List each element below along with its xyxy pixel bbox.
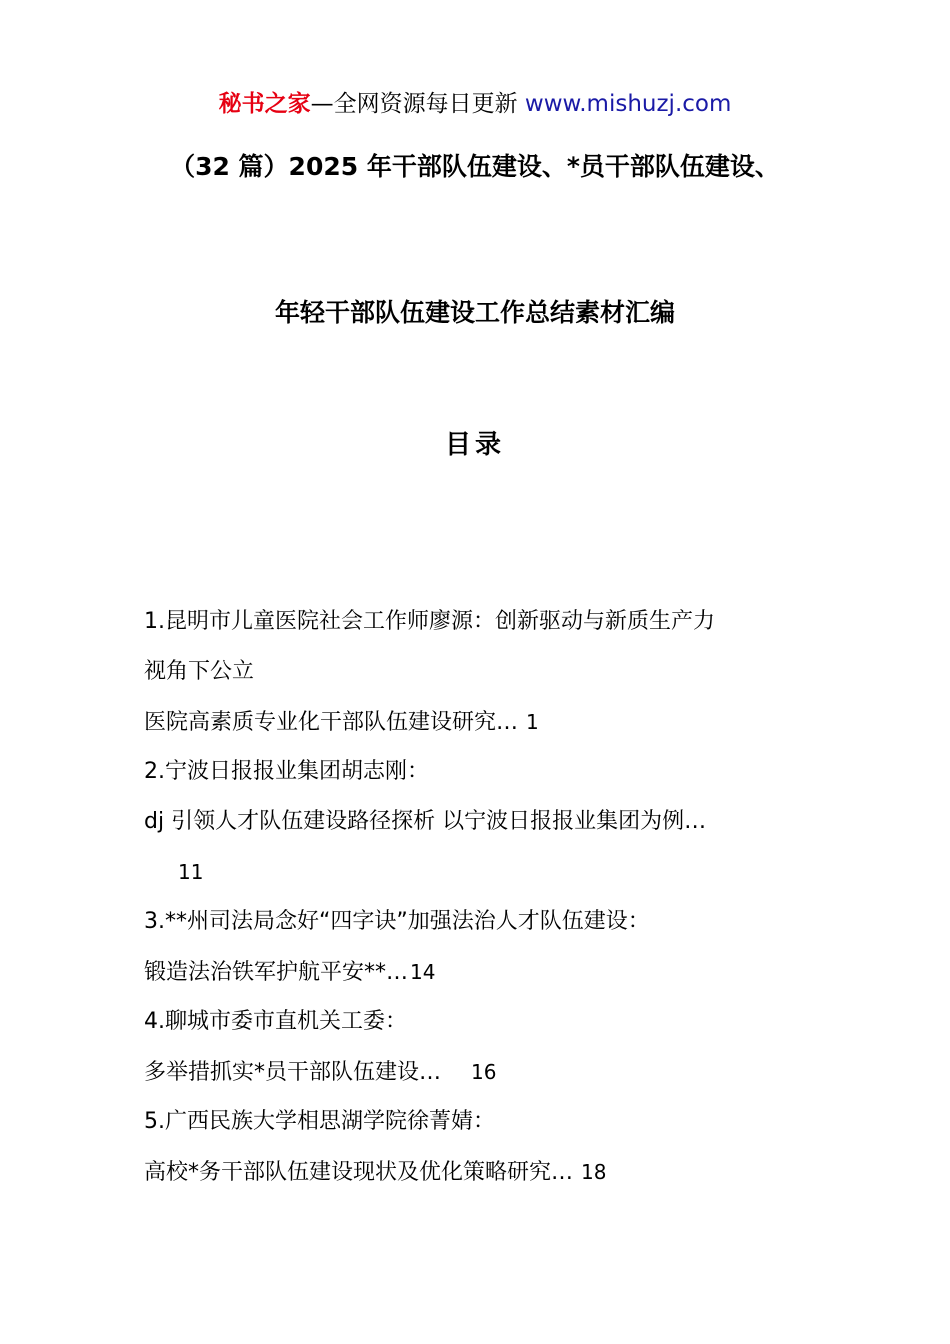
brand-name: 秘书之家 xyxy=(218,91,311,117)
toc-entry-2-line-2[interactable]: dj 引领人才队伍建设路径探析 以宁波日报报业集团为例… xyxy=(144,809,707,834)
header-slogan: —全网资源每日更新 xyxy=(310,91,518,117)
toc-entry-4-line-1[interactable]: 4.聊城市委市直机关工委： xyxy=(144,1009,407,1034)
toc-entry-1-text: 医院高素质专业化干部队伍建设研究… xyxy=(144,710,519,735)
toc-entry-5-text: 高校*务干部队伍建设现状及优化策略研究… xyxy=(144,1160,574,1185)
document-title-line-1: （32 篇）2025 年干部队伍建设、*员干部队伍建设、 xyxy=(170,152,780,181)
document-title-line-2: 年轻干部队伍建设工作总结素材汇编 xyxy=(274,298,675,327)
toc-entry-3-page: 14 xyxy=(410,960,436,984)
toc-entry-1-line-2[interactable]: 视角下公立 xyxy=(144,659,255,684)
toc-entry-2-line-1[interactable]: 2.宁波日报报业集团胡志刚： xyxy=(144,759,429,784)
toc-entry-1-line-3[interactable] xyxy=(144,697,824,747)
toc-entry-3-line-1[interactable]: 3.**州司法局念好“四字诀”加强法治人才队伍建设： xyxy=(144,909,650,934)
toc-entry-4-page: 16 xyxy=(471,1060,497,1084)
toc-entry-1-page: 1 xyxy=(526,710,539,734)
site-header xyxy=(0,88,950,120)
toc-entry-5-page: 18 xyxy=(581,1160,607,1184)
toc-entry-2-page: 11 xyxy=(178,860,204,884)
site-url-link[interactable]: www.mishuzj.com xyxy=(524,91,732,117)
table-of-contents xyxy=(144,597,824,1197)
toc-heading: 目录 xyxy=(444,430,505,460)
toc-entry-4-line-2[interactable] xyxy=(144,1047,824,1097)
toc-entry-3-line-2[interactable] xyxy=(144,947,824,997)
toc-entry-5-line-1[interactable]: 5.广西民族大学相思湖学院徐菁婧： xyxy=(144,1109,495,1134)
toc-entry-2-page-line[interactable] xyxy=(144,847,824,897)
toc-entry-4-text: 多举措抓实*员干部队伍建设… xyxy=(144,1060,442,1085)
toc-entry-5-line-2[interactable] xyxy=(144,1147,824,1197)
toc-entry-3-text: 锻造法治铁军护航平安**… xyxy=(144,960,409,985)
toc-entry-1-line-1[interactable]: 1.昆明市儿童医院社会工作师廖源：创新驱动与新质生产力 xyxy=(144,609,715,634)
